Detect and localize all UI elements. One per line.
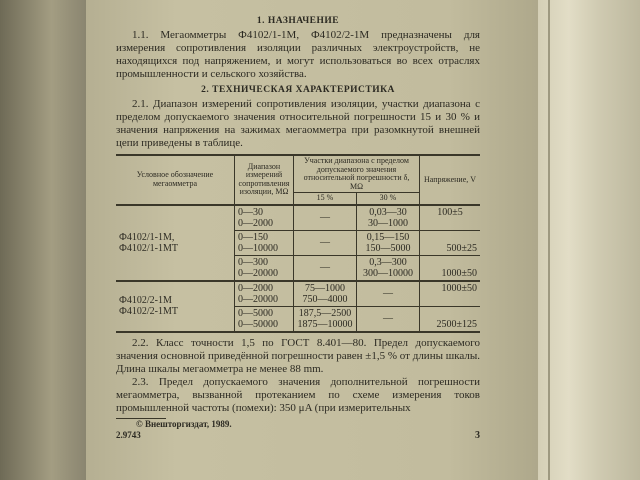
voltage-cell: 2500±125 xyxy=(420,306,481,332)
page-footer xyxy=(116,430,480,441)
page-number: 3 xyxy=(475,429,480,441)
p30: 0,15—150 xyxy=(366,231,410,243)
paragraph-2-3: 2.3. Предел допускаемого значения дополнительной погрешности мегаомметра, вызванной протеканием по схеме измерения токов промышленной частоты (помехи): 350 μA (при измерительных xyxy=(116,375,480,414)
range: 0—20000 xyxy=(238,293,278,305)
range: 0—2000 xyxy=(238,217,273,229)
previous-page-edge xyxy=(0,0,86,480)
range: 0—10000 xyxy=(238,242,278,254)
p15: 750—4000 xyxy=(302,293,348,305)
range: 0—50000 xyxy=(238,318,278,330)
p30: 30—1000 xyxy=(368,217,408,229)
designation: Ф4102/1-1МТ xyxy=(119,242,179,254)
p30-cell: — xyxy=(357,306,420,332)
header-sections: Участки диапазона с пределом допускаемого значения относительной погрешности δ, MΩ xyxy=(294,155,420,193)
p15-cell: — xyxy=(294,255,357,281)
p30: 150—5000 xyxy=(365,242,411,254)
header-range: Диапазон измерений сопротивления изоляции, MΩ xyxy=(235,155,294,205)
page-content xyxy=(116,12,480,441)
voltage-cell: 1000±50 xyxy=(420,255,481,281)
voltage-cell: 1000±50 xyxy=(420,281,481,307)
p15: 1875—10000 xyxy=(297,318,353,330)
paragraph-2-2: 2.2. Класс точности 1,5 по ГОСТ 8.401—80. Предел допускаемого значения основной приведённой погрешности равен ±1,5 % от длины шкалы. Длина шкалы мегаомметра не менее 88 mm. xyxy=(116,336,480,375)
p15-cell: — xyxy=(294,230,357,255)
range-cell xyxy=(235,255,294,281)
p30: 0,3—300 xyxy=(369,256,407,268)
p15-cell xyxy=(294,281,357,307)
range: 0—20000 xyxy=(238,267,278,279)
range: 0—5000 xyxy=(238,307,273,319)
p30: 300—10000 xyxy=(363,267,413,279)
p30-cell: — xyxy=(357,281,420,307)
range-cell xyxy=(235,205,294,231)
range-cell xyxy=(235,306,294,332)
section-1-heading: 1. НАЗНАЧЕНИЕ xyxy=(256,16,340,26)
header-designation: Условное обозначение мегаомметра xyxy=(116,155,235,205)
print-code: 2.9743 xyxy=(116,429,141,440)
designation-cell xyxy=(116,281,235,332)
range-cell xyxy=(235,281,294,307)
range-cell xyxy=(235,230,294,255)
page-stack-edge xyxy=(538,0,640,480)
p15: 75—1000 xyxy=(305,282,345,294)
designation: Ф4102/2-1М xyxy=(119,295,172,306)
table-row xyxy=(116,205,480,231)
designation-cell xyxy=(116,205,235,281)
designation: Ф4102/1-1М, xyxy=(119,231,175,243)
paragraph-2-1: 2.1. Диапазон измерений сопротивления изоляции, участки диапазона с пределом допускаемого значения относительной погрешности 15 и 30 % и значения напряжения на зажимах мегаомметра при разомкнутой внешней цепи приведены в таблице. xyxy=(116,98,480,149)
p15: 187,5—2500 xyxy=(298,307,352,319)
p15-cell: — xyxy=(294,205,357,231)
section-2-heading: 2. ТЕХНИЧЕСКАЯ ХАРАКТЕРИСТИКА xyxy=(201,85,395,95)
p30: 0,03—30 xyxy=(369,206,407,218)
header-30: 30 % xyxy=(357,193,420,205)
copyright-note: © Внешторгиздат, 1989. xyxy=(136,418,232,429)
p30-cell xyxy=(357,205,420,231)
p15-cell xyxy=(294,306,357,332)
table-row xyxy=(116,281,480,307)
paragraph-1-1: 1.1. Мегаомметры Ф4102/1-1М, Ф4102/2-1М предназначены для измерения сопротивления изоляции различных электроустройств, не находящихся под напряжением, и могут использоваться во всех отраслях промышленности и сельского хозяйства. xyxy=(116,29,480,80)
header-voltage: Напряжение, V xyxy=(420,155,481,205)
voltage-cell: 100±5 xyxy=(420,205,481,231)
range: 0—2000 xyxy=(238,282,273,294)
range: 0—30 xyxy=(238,206,263,218)
header-15: 15 % xyxy=(294,193,357,205)
designation: Ф4102/2-1МТ xyxy=(119,306,179,317)
specifications-table xyxy=(116,154,480,333)
voltage-cell: 500±25 xyxy=(420,230,481,255)
p30-cell xyxy=(357,230,420,255)
page-edge-line xyxy=(548,0,550,480)
range: 0—150 xyxy=(238,231,268,243)
range: 0—300 xyxy=(238,256,268,268)
p30-cell xyxy=(357,255,420,281)
